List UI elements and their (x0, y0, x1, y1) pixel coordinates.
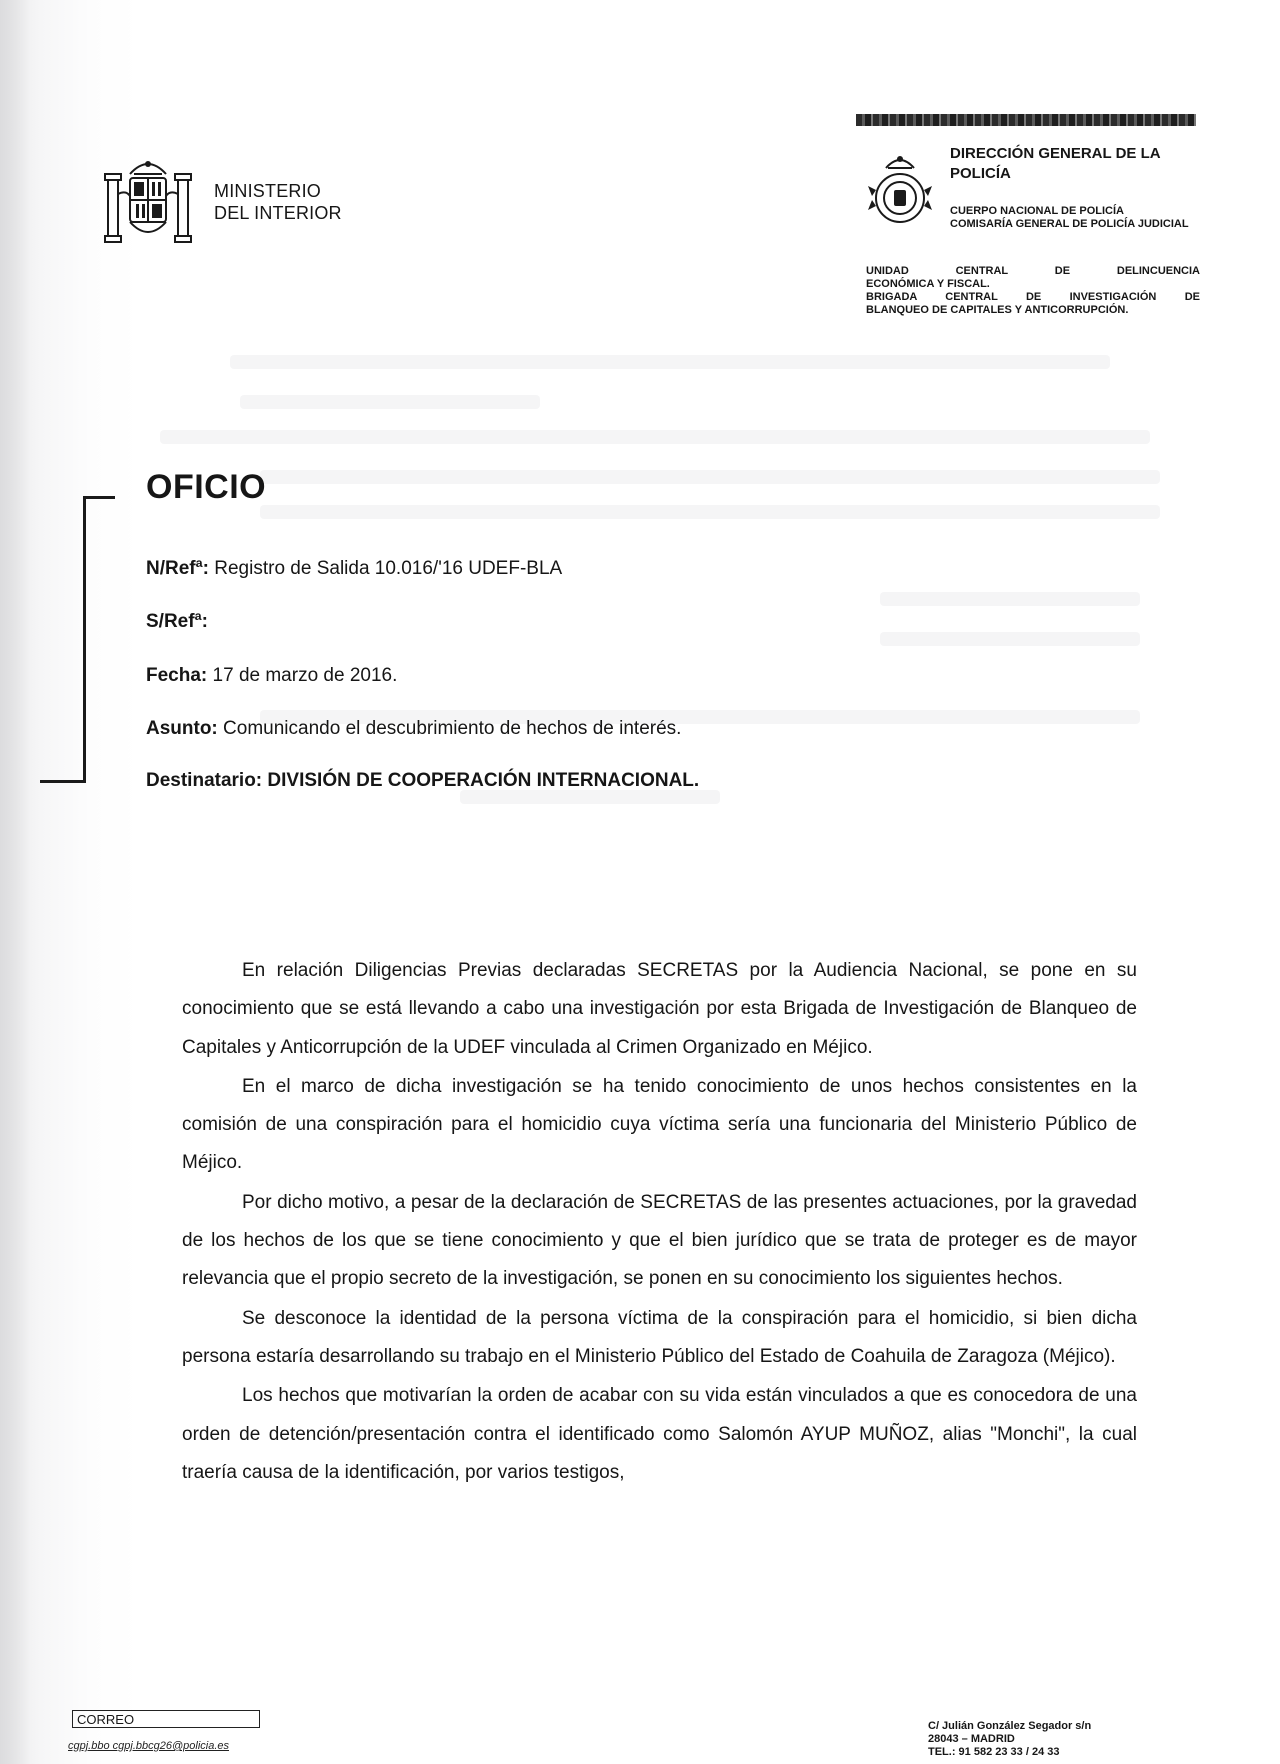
udef-line-2: ECONÓMICA Y FISCAL. (866, 278, 990, 290)
cnp-line-2: COMISARÍA GENERAL DE POLICÍA JUDICIAL (950, 218, 1189, 230)
udef-line-3: BRIGADA CENTRAL DE INVESTIGACIÓN DE (866, 291, 1200, 303)
nref-value: Registro de Salida 10.016/'16 UDEF-BLA (214, 558, 563, 579)
asunto-line (146, 717, 681, 741)
destinatario-line (146, 769, 699, 793)
ministry-line-1: MINISTERIO (214, 181, 322, 201)
body-paragraph-2: En el marco de dicha investigación se ha tenido conocimiento de unos hechos consistentes en la comisión de una conspiración para el homicidio cuya víctima sería una funcionaria del Ministerio Público de Méjico. (182, 1075, 1137, 1174)
oficio-title: OFICIO (146, 468, 267, 506)
address-line-2: 28043 – MADRID (928, 1733, 1015, 1745)
fecha-line (146, 664, 397, 688)
correo-email: cgpj.bbo cgpj.bbcg26@policia.es (68, 1740, 229, 1752)
sref-label: S/Refª: (146, 611, 208, 632)
bleed-through-mark (240, 395, 540, 409)
bleed-through-mark (880, 592, 1140, 606)
coat-of-arms-icon (100, 150, 196, 250)
udef-block (866, 265, 1200, 317)
correo-label-box: CORREO (72, 1710, 260, 1728)
header-printed-bar (856, 114, 1196, 126)
body-text (182, 952, 1137, 1492)
udef-line-4: BLANQUEO DE CAPITALES Y ANTICORRUPCIÓN. (866, 304, 1129, 316)
asunto-label: Asunto: (146, 718, 218, 739)
address-line-3: TEL.: 91 582 23 33 / 24 33 (928, 1746, 1060, 1758)
bleed-through-mark (260, 470, 1160, 484)
cnp-line-1: CUERPO NACIONAL DE POLICÍA (950, 205, 1124, 217)
destinatario-label: Destinatario: (146, 770, 263, 791)
bleed-through-mark (230, 355, 1110, 369)
scan-edge-shadow (0, 0, 30, 1764)
nref-label: N/Refª: (146, 558, 209, 579)
destinatario-value: DIVISIÓN DE COOPERACIÓN INTERNACIONAL. (267, 770, 700, 791)
fecha-label: Fecha: (146, 665, 208, 686)
asunto-value: Comunicando el descubrimiento de hechos de interés. (223, 718, 682, 739)
body-paragraph-5: Los hechos que motivarían la orden de acabar con su vida están vinculados a que es conocedora de una orden de detención/presentación contra el identificado como Salomón AYUP MUÑOZ, alias "Monchi", la cual traería causa de la identificación, por varios testigos, (182, 1385, 1137, 1483)
bracket-top (83, 496, 115, 499)
udef-line-1: UNIDAD CENTRAL DE DELINCUENCIA (866, 265, 1200, 277)
fecha-value: 17 de marzo de 2016. (212, 665, 398, 686)
bleed-through-mark (260, 505, 1160, 519)
body-paragraph-1: En relación Diligencias Previas declaradas SECRETAS por la Audiencia Nacional, se pone en su conocimiento que se está llevando a cabo una investigación por esta Brigada de Investigación de Blanqueo de Capitales y Anticorrupción de la UDEF vinculada al Crimen Organizado en Méjico. (182, 960, 1137, 1058)
bracket-line (83, 496, 86, 782)
police-badge-icon (866, 150, 934, 230)
address-line-1: C/ Julián González Segador s/n (928, 1720, 1092, 1732)
bleed-through-mark (880, 632, 1140, 646)
body-paragraph-3: Por dicho motivo, a pesar de la declaración de SECRETAS de las presentes actuaciones, por la gravedad de los hechos de los que se tiene conocimiento y que el bien jurídico que se trata de proteger es de mayor relevancia que el propio secreto de la investigación, se ponen en su conocimiento los siguientes hechos. (182, 1191, 1137, 1290)
bleed-through-mark (160, 430, 1150, 444)
nref-line (146, 557, 562, 581)
body-paragraph-4: Se desconoce la identidad de la persona víctima de la conspiración para el homicidio, si bien dicha persona estaría desarrollando su trabajo en el Ministerio Público del Estado de Coahuila de Zaragoza (Méjico). (182, 1307, 1137, 1367)
bracket-bottom (40, 780, 86, 783)
ministry-line-2: DEL INTERIOR (214, 203, 342, 223)
sref-line (146, 610, 208, 634)
dgp-heading: DIRECCIÓN GENERAL DE LA POLICÍA (950, 145, 1161, 182)
cnp-block (950, 205, 1202, 231)
address-block (928, 1720, 1091, 1759)
ministry-name (214, 180, 342, 224)
